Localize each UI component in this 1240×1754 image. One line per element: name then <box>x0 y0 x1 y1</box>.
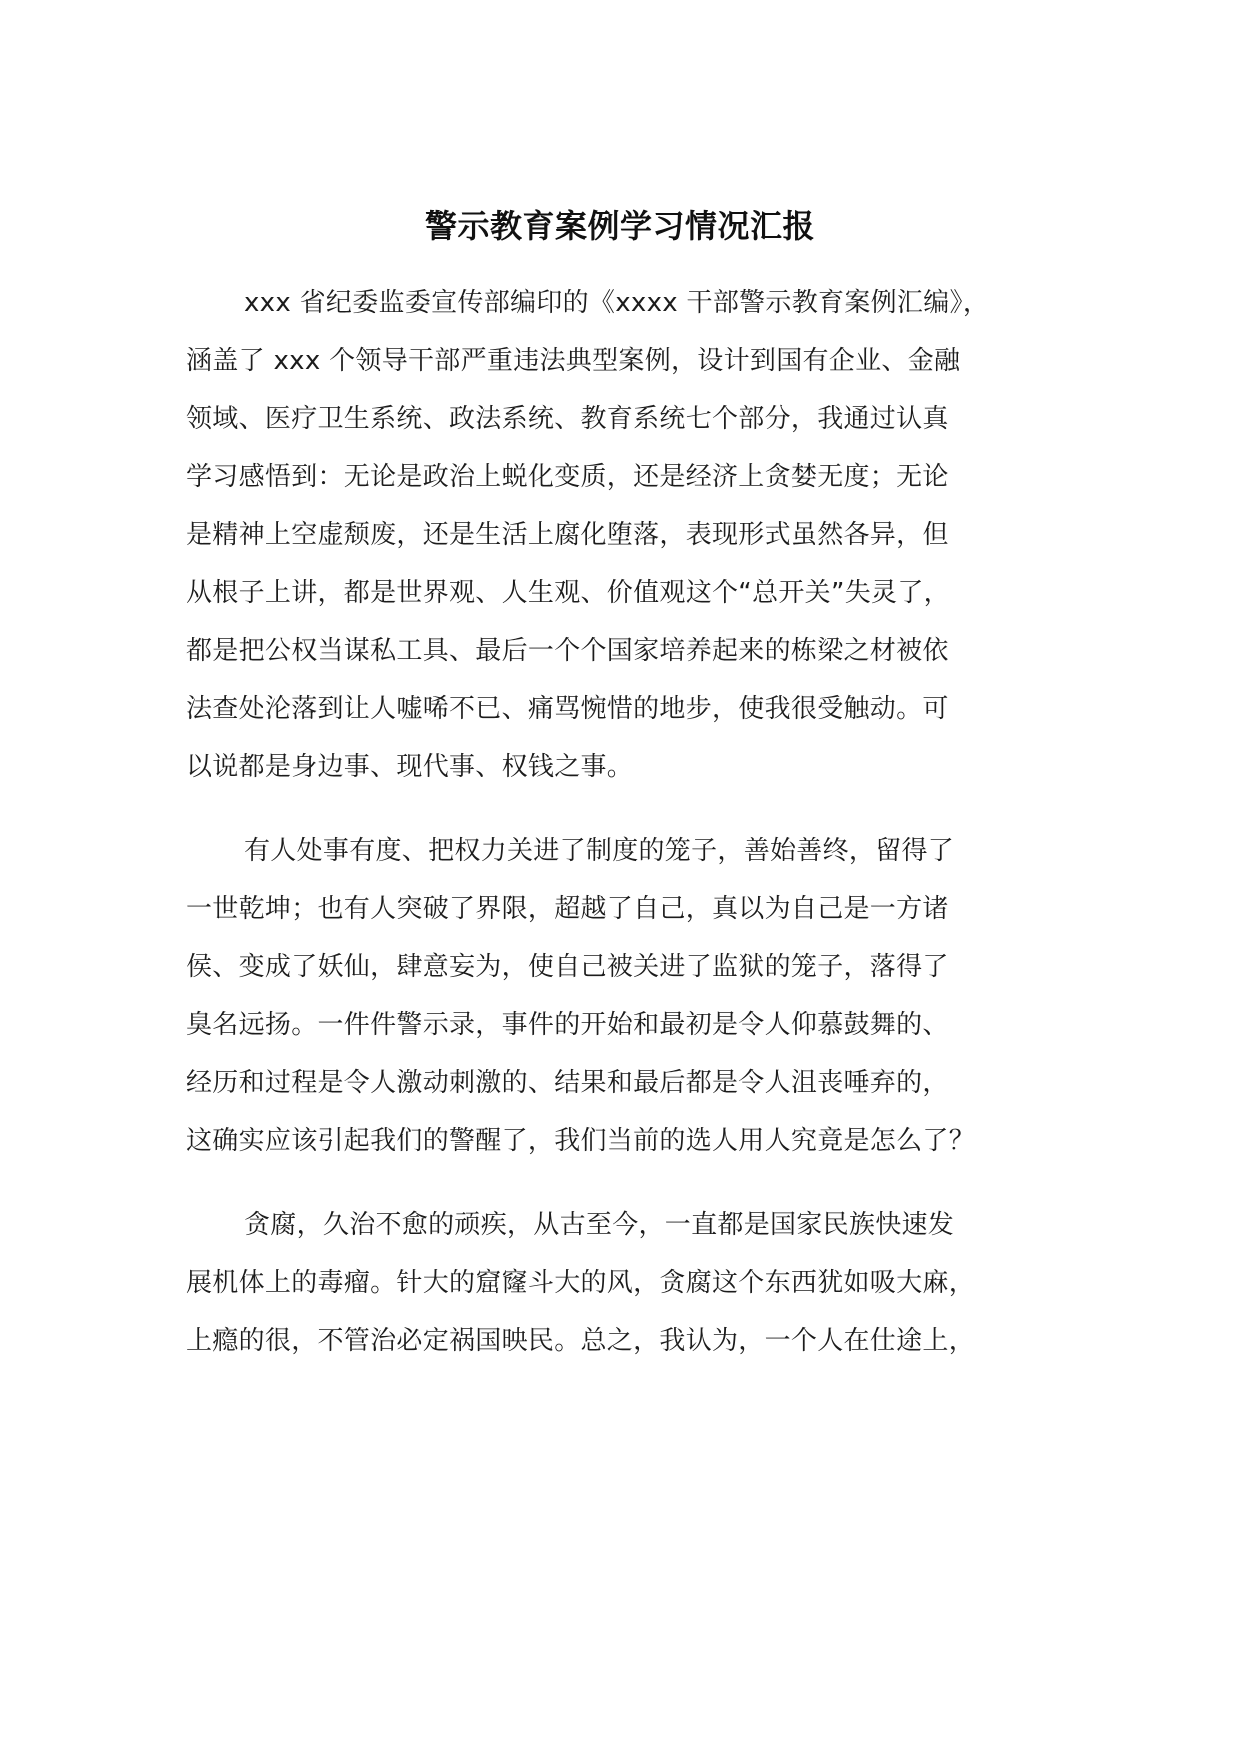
paragraph-line: 经历和过程是令人激动刺激的、结果和最后都是令人沮丧唾弃的， <box>186 1068 949 1098</box>
paragraph-line: 贪腐，久治不愈的顽疾，从古至今，一直都是国家民族快速发 <box>244 1210 955 1240</box>
paragraph-line: 都是把公权当谋私工具、最后一个个国家培养起来的栋梁之材被依 <box>186 636 949 666</box>
paragraph-line: 以说都是身边事、现代事、权钱之事。 <box>186 752 634 782</box>
paragraph-line: 领域、医疗卫生系统、政法系统、教育系统七个部分，我通过认真 <box>186 404 949 434</box>
document-title: 警示教育案例学习情况汇报 <box>424 207 815 245</box>
paragraph-line: 学习感悟到：无论是政治上蜕化变质，还是经济上贪婪无度；无论 <box>186 462 949 492</box>
paragraph-line: 有人处事有度、把权力关进了制度的笼子，善始善终，留得了 <box>244 836 955 866</box>
paragraph-line: 涵盖了 xxx 个领导干部严重违法典型案例，设计到国有企业、金融 <box>186 346 961 376</box>
paragraph-line: 法查处沦落到让人嘘唏不已、痛骂惋惜的地步，使我很受触动。可 <box>186 694 949 724</box>
paragraph-line: 侯、变成了妖仙，肆意妄为，使自己被关进了监狱的笼子，落得了 <box>186 952 949 982</box>
paragraph-line: 展机体上的毒瘤。针大的窟窿斗大的风，贪腐这个东西犹如吸大麻， <box>186 1268 976 1298</box>
paragraph-line: xxx 省纪委监委宣传部编印的《xxxx 干部警示教育案例汇编》， <box>244 288 990 318</box>
paragraph-line: 臭名远扬。一件件警示录，事件的开始和最初是令人仰慕鼓舞的、 <box>186 1010 949 1040</box>
paragraph-line: 一世乾坤；也有人突破了界限，超越了自己，真以为自己是一方诸 <box>186 894 949 924</box>
paragraph-line: 上瘾的很，不管治必定祸国映民。总之，我认为，一个人在仕途上， <box>186 1326 976 1356</box>
paragraph-line: 是精神上空虚颓废，还是生活上腐化堕落，表现形式虽然各异，但 <box>186 520 949 550</box>
paragraph-line: 这确实应该引起我们的警醒了，我们当前的选人用人究竟是怎么了？ <box>186 1126 976 1156</box>
paragraph-line: 从根子上讲，都是世界观、人生观、价值观这个“总开关”失灵了， <box>186 578 950 608</box>
